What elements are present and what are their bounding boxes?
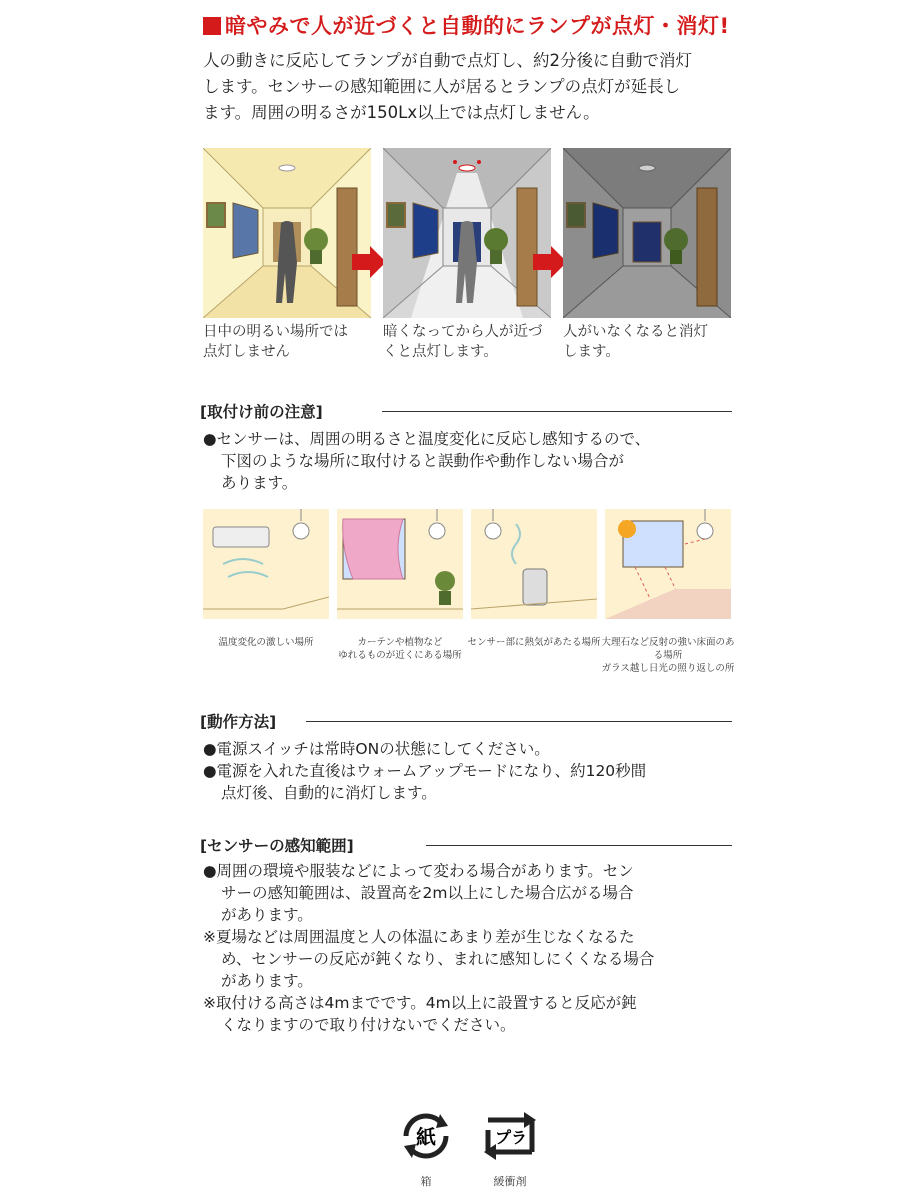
install-example-caption: 温度変化の激しい場所 (218, 637, 314, 648)
headline-text: 暗やみで人が近づくと自動的にランプが点灯・消灯! (225, 14, 730, 38)
intro-line: します。センサーの感知範囲に人が居るとランプの点灯が延長し (203, 77, 681, 96)
intro-line: ます。周囲の明るさが150Lx以上では点灯しません。 (203, 103, 600, 122)
section-divider (426, 845, 732, 846)
install-example-caption: 大理石など反射の強い床面のある場所 ガラス越し日光の照り返しの所 (601, 637, 735, 674)
operation-text: ●電源スイッチは常時ONの状態にしてください。 ●電源を入れた直後はウォームアップモードになり、約120秒間 点灯後、自動的に消灯します。 (203, 740, 647, 802)
scene-caption: 日中の明るい場所では 点灯しません (203, 324, 348, 360)
intro-paragraph (203, 48, 743, 126)
install-example-heater-illustration (471, 509, 597, 619)
recycle-label: 緩衝剤 (493, 1175, 527, 1188)
scene-dark-illustration (563, 148, 731, 318)
install-example-aircon-illustration (203, 509, 329, 619)
scene-caption: 人がいなくなると消灯 します。 (563, 324, 708, 360)
recycle-mark-label: プラ (494, 1128, 528, 1147)
install-example-curtain-illustration (337, 509, 463, 619)
scene-daytime-illustration (203, 148, 371, 318)
install-example-caption: センサー部に熱気があたる場所 (467, 637, 601, 648)
section-title-operation: [動作方法] (200, 713, 277, 731)
section-divider (382, 411, 732, 412)
intro-line: 人の動きに反応してランプが自動で点灯し、約2分後に自動で消灯 (203, 51, 692, 70)
section-title-install: [取付け前の注意] (200, 403, 323, 421)
headline-marker (203, 17, 221, 35)
install-example-sunlight-illustration (605, 509, 731, 619)
recycle-mark-label: 紙 (416, 1125, 436, 1149)
scene-caption: 暗くなってから人が近づ くと点灯します。 (383, 324, 543, 360)
section-divider (306, 721, 732, 722)
install-example-caption: カーテンや植物など ゆれるものが近くにある場所 (338, 637, 462, 661)
paper-recycle-icon (396, 1106, 456, 1170)
scene-lit-illustration (383, 148, 551, 318)
headline (203, 10, 730, 40)
range-text: ●周囲の環境や服装などによって変わる場合があります。セン サーの感知範囲は、設置高を2m以上にした場合広がる場合 があります。 ※夏場などは周囲温度と人の体温にあまり差が生じなくなるた め、センサーの反応が鈍くなり、まれに感知しにくくなる場合 があります。 ※取付ける高さは4mまでです。4m以上に設置すると反応が鈍 くなりますので取り付けないでください。 (203, 862, 655, 1034)
plastic-recycle-icon (480, 1106, 540, 1170)
install-caution-text: ●センサーは、周囲の明るさと温度変化に反応し感知するので、 下図のような場所に取付けると誤動作や動作しない場合が あります。 (203, 430, 651, 492)
recycle-label: 箱 (420, 1175, 432, 1188)
section-title-range: [センサーの感知範囲] (200, 837, 354, 855)
